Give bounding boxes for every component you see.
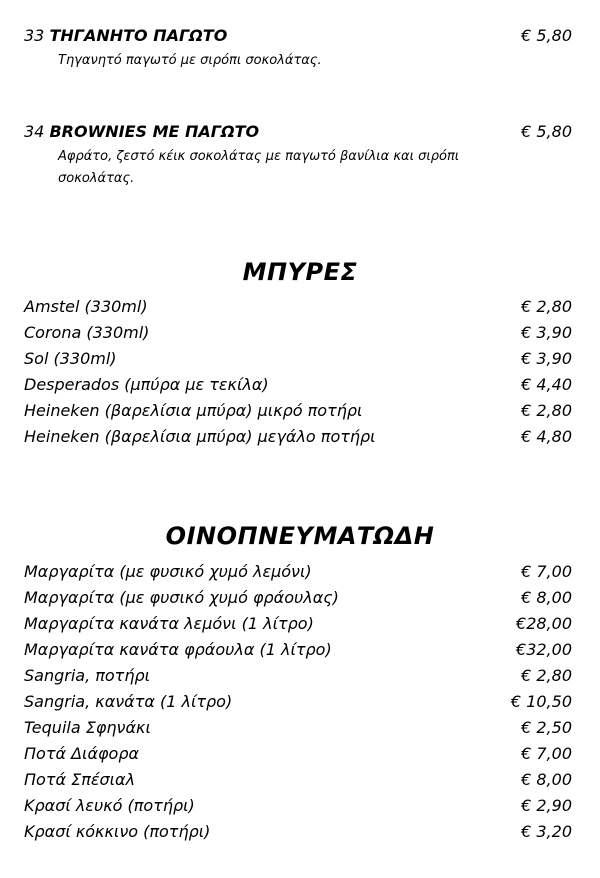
item-price: € 2,80 [521, 401, 572, 420]
item-price: € 3,20 [521, 822, 572, 841]
item-price: € 4,40 [521, 375, 572, 394]
dessert-item-description: Αφράτο, ζεστό κέικ σοκολάτας με παγωτό βανίλια και σιρόπι σοκολάτας. [58, 149, 460, 186]
beers-list [24, 294, 572, 450]
item-name: Κρασί κόκκινο (ποτήρι) [24, 822, 211, 841]
list-item [24, 559, 572, 585]
list-item [24, 398, 572, 424]
item-name: Heineken (βαρελίσια μπύρα) μεγάλο ποτήρι [24, 427, 376, 446]
list-item [24, 346, 572, 372]
item-name: Heineken (βαρελίσια μπύρα) μικρό ποτήρι [24, 401, 363, 420]
item-name: Μαργαρίτα κανάτα λεμόνι (1 λίτρο) [24, 614, 314, 633]
beers-section-title: ΜΠΥΡΕΣ [242, 258, 358, 286]
list-item [24, 424, 572, 450]
list-item [24, 663, 572, 689]
dessert-item-title: ΤΗΓΑΝΗΤΟ ΠΑΓΩΤΟ [49, 26, 228, 45]
list-item [24, 715, 572, 741]
item-price: €28,00 [516, 614, 572, 633]
dessert-item-name [24, 26, 227, 45]
item-price: € 2,80 [521, 297, 572, 316]
item-name: Amstel (330ml) [24, 297, 148, 316]
dessert-item-price: € 5,80 [521, 122, 572, 141]
item-price: € 7,00 [521, 744, 572, 763]
item-price: € 10,50 [510, 692, 572, 711]
spirits-section-title: ΟΙΝΟΠΝΕΥΜΑΤΩΔΗ [165, 522, 435, 550]
item-name: Sangria, ποτήρι [24, 666, 151, 685]
item-name: Ποτά Διάφορα [24, 744, 140, 763]
item-name: Corona (330ml) [24, 323, 150, 342]
dessert-item-number: 34 [24, 122, 45, 141]
item-price: € 2,50 [521, 718, 572, 737]
list-item [24, 637, 572, 663]
item-price: € 4,80 [521, 427, 572, 446]
list-item [24, 793, 572, 819]
list-item [24, 819, 572, 845]
item-name: Sol (330ml) [24, 349, 117, 368]
dessert-item-description: Τηγανητό παγωτό με σιρόπι σοκολάτας. [58, 53, 322, 68]
list-item [24, 741, 572, 767]
item-price: € 2,90 [521, 796, 572, 815]
item-name: Sangria, κανάτα (1 λίτρο) [24, 692, 233, 711]
item-name: Μαργαρίτα (με φυσικό χυμό φράουλας) [24, 588, 339, 607]
item-price: € 8,00 [521, 588, 572, 607]
item-name: Κρασί λευκό (ποτήρι) [24, 796, 195, 815]
spirits-list [24, 559, 572, 845]
item-name: Tequila Σφηνάκι [24, 718, 151, 737]
item-price: € 2,80 [521, 666, 572, 685]
dessert-item-price: € 5,80 [521, 26, 572, 45]
item-name: Μαργαρίτα κανάτα φράουλα (1 λίτρο) [24, 640, 332, 659]
dessert-item [24, 26, 572, 45]
list-item [24, 294, 572, 320]
item-price: € 7,00 [521, 562, 572, 581]
dessert-item [24, 122, 572, 141]
item-price: € 8,00 [521, 770, 572, 789]
dessert-item-name [24, 122, 259, 141]
item-name: Desperados (μπύρα με τεκίλα) [24, 375, 269, 394]
item-price: € 3,90 [521, 323, 572, 342]
list-item [24, 372, 572, 398]
list-item [24, 585, 572, 611]
list-item [24, 767, 572, 793]
list-item [24, 689, 572, 715]
item-price: €32,00 [516, 640, 572, 659]
list-item [24, 320, 572, 346]
item-name: Μαργαρίτα (με φυσικό χυμό λεμόνι) [24, 562, 312, 581]
item-name: Ποτά Σπέσιαλ [24, 770, 136, 789]
item-price: € 3,90 [521, 349, 572, 368]
list-item [24, 611, 572, 637]
dessert-item-title: BROWNIES ΜΕ ΠΑΓΩΤΟ [49, 122, 260, 141]
dessert-item-number: 33 [24, 26, 45, 45]
